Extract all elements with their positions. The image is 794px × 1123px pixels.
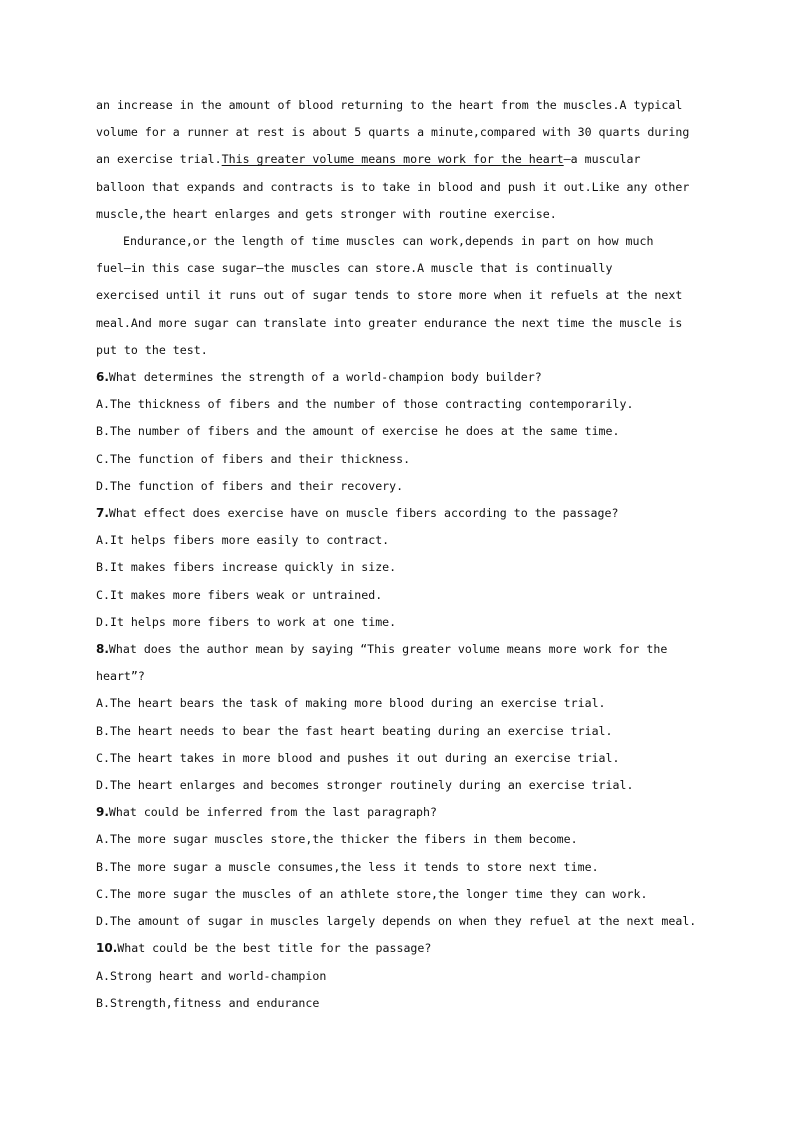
question-text: What could be inferred from the last paragraph? bbox=[108, 805, 437, 820]
answer-option: D.The heart enlarges and becomes stronger routinely during an exercise trial. bbox=[96, 778, 634, 793]
answer-option: A.Strong heart and world-champion bbox=[96, 968, 327, 983]
question-stem bbox=[96, 935, 708, 962]
question-8 bbox=[96, 636, 708, 799]
answer-option: A.The heart bears the task of making more blood during an exercise trial. bbox=[96, 696, 606, 711]
answer-option: C.The function of fibers and their thickness. bbox=[96, 451, 411, 466]
answer-option: B.The heart needs to bear the fast heart beating during an exercise trial. bbox=[96, 723, 613, 738]
passage-paragraph-2 bbox=[96, 228, 708, 364]
text-line: Endurance,or the length of time muscles can work,depends in part on how much bbox=[123, 234, 654, 249]
answer-option: A.It helps fibers more easily to contract. bbox=[96, 533, 390, 548]
question-9 bbox=[96, 799, 708, 935]
question-7 bbox=[96, 500, 708, 636]
question-10 bbox=[96, 935, 708, 1017]
answer-option: C.The more sugar the muscles of an athlete store,the longer time they can work. bbox=[96, 886, 648, 901]
answer-option: C.The heart takes in more blood and pushes it out during an exercise trial. bbox=[96, 750, 620, 765]
question-text: What effect does exercise have on muscle fibers according to the passage? bbox=[108, 506, 619, 521]
text-line: muscle,the heart enlarges and gets stronger with routine exercise. bbox=[96, 206, 557, 221]
text-line: meal.And more sugar can translate into greater endurance the next time the muscle is bbox=[96, 315, 683, 330]
question-number: 7. bbox=[96, 506, 109, 521]
answer-option: B.The number of fibers and the amount of exercise he does at the same time. bbox=[96, 424, 620, 439]
text-segment: an exercise trial. bbox=[96, 152, 222, 167]
answer-option: B.Strength,fitness and endurance bbox=[96, 995, 320, 1010]
text-segment: —a muscular bbox=[563, 152, 641, 167]
text-line: volume for a runner at rest is about 5 quarts a minute,compared with 30 quarts during bbox=[96, 125, 690, 140]
answer-option: D.It helps more fibers to work at one time. bbox=[96, 614, 397, 629]
question-stem bbox=[96, 500, 708, 527]
text-line: exercised until it runs out of sugar tends to store more when it refuels at the next bbox=[96, 288, 683, 303]
question-text: What could be the best title for the passage? bbox=[117, 941, 432, 956]
question-number: 6. bbox=[96, 370, 109, 385]
answer-option: A.The thickness of fibers and the number of those contracting contemporarily. bbox=[96, 397, 634, 412]
question-number: 9. bbox=[96, 805, 109, 820]
question-stem bbox=[96, 799, 708, 826]
passage-paragraph-1 bbox=[96, 92, 708, 228]
question-number: 8. bbox=[96, 642, 109, 657]
question-stem bbox=[96, 364, 708, 391]
question-number: 10. bbox=[96, 941, 118, 956]
document-page bbox=[96, 92, 708, 1017]
underlined-sentence: This greater volume means more work for the heart bbox=[221, 152, 564, 167]
question-6 bbox=[96, 364, 708, 500]
answer-option: C.It makes more fibers weak or untrained. bbox=[96, 587, 383, 602]
text-line: an increase in the amount of blood returning to the heart from the muscles.A typical bbox=[96, 98, 683, 112]
text-line: balloon that expands and contracts is to take in blood and push it out.Like any other bbox=[96, 179, 690, 194]
question-stem-continued: heart”? bbox=[96, 669, 145, 684]
question-text: What determines the strength of a world-champion body builder? bbox=[108, 370, 542, 385]
text-line: put to the test. bbox=[96, 342, 208, 357]
answer-option: D.The function of fibers and their recovery. bbox=[96, 478, 404, 493]
text-line: fuel—in this case sugar—the muscles can store.A muscle that is continually bbox=[96, 261, 613, 276]
answer-option: B.It makes fibers increase quickly in size. bbox=[96, 560, 397, 575]
question-stem bbox=[96, 636, 708, 663]
answer-option: B.The more sugar a muscle consumes,the less it tends to store next time. bbox=[96, 859, 599, 874]
answer-option: D.The amount of sugar in muscles largely depends on when they refuel at the next meal. bbox=[96, 914, 697, 929]
text-line bbox=[96, 146, 708, 173]
question-text: What does the author mean by saying “This greater volume means more work for the bbox=[108, 642, 668, 657]
answer-option: A.The more sugar muscles store,the thicker the fibers in them become. bbox=[96, 832, 578, 847]
